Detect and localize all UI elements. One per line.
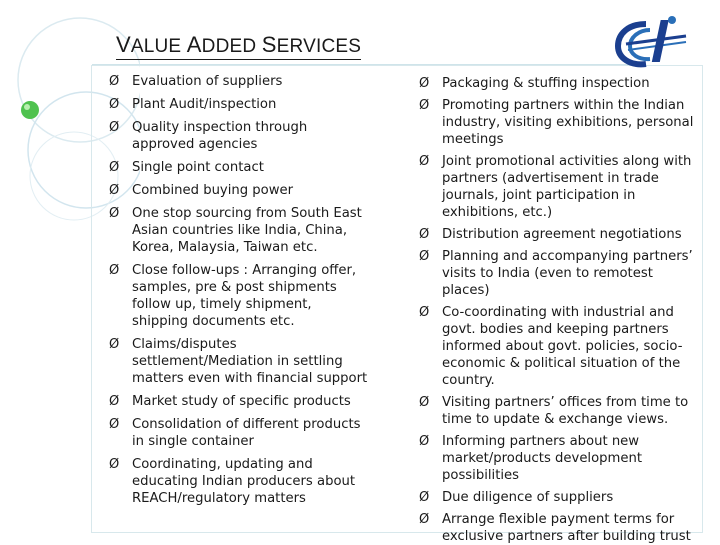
list-item-text: Combined buying power [132, 183, 294, 198]
list-item [109, 182, 371, 199]
list-item [109, 262, 371, 330]
arrow-bullet-icon: Ø [419, 249, 430, 264]
list-item-text: Co-coordinating with industrial and govt. bodies and keeping partners informed about govt. policies, socio-economic & political situation of the country. [442, 305, 683, 388]
list-item-text: One stop sourcing from South East Asian countries like India, China, Korea, Malaysia, Taiwan etc. [132, 206, 362, 255]
arrow-bullet-icon: Ø [109, 394, 120, 409]
arrow-bullet-icon: Ø [109, 206, 120, 221]
arrow-bullet-icon: Ø [109, 417, 120, 432]
list-item-text: Arrange flexible payment terms for exclusive partners after building trust [442, 512, 691, 544]
list-item [109, 393, 371, 410]
list-item [109, 205, 371, 256]
list-item-text: Quality inspection through approved agencies [132, 120, 308, 152]
list-item [419, 433, 701, 484]
arrow-bullet-icon: Ø [419, 227, 430, 242]
list-item-text: Planning and accompanying partners’ visits to India (even to remotest places) [442, 249, 693, 298]
list-item [109, 159, 371, 176]
green-ball-icon [21, 101, 39, 119]
list-item [109, 119, 371, 153]
list-item-text: Consolidation of different products in single container [132, 417, 361, 449]
list-item-text: Plant Audit/inspection [132, 97, 277, 112]
page-title: VALUE ADDED SERVICES [116, 32, 361, 60]
list-item [109, 96, 371, 113]
list-item [419, 75, 701, 92]
right-services-list [419, 75, 701, 545]
list-item [419, 153, 701, 221]
arrow-bullet-icon: Ø [109, 457, 120, 472]
company-logo-icon [606, 14, 690, 72]
arrow-bullet-icon: Ø [109, 97, 120, 112]
list-item-text: Informing partners about new market/products development possibilities [442, 434, 643, 483]
arrow-bullet-icon: Ø [419, 434, 430, 449]
arrow-bullet-icon: Ø [419, 512, 430, 527]
list-item-text: Joint promotional activities along with partners (advertisement in trade journals, joint participation in exhibitions, etc.) [442, 154, 692, 220]
list-item [109, 416, 371, 450]
list-item-text: Visiting partners’ offices from time to time to update & exchange views. [442, 395, 689, 427]
left-services-list [109, 73, 371, 507]
list-item [419, 226, 701, 243]
list-item [109, 336, 371, 387]
list-item-text: Packaging & stuffing inspection [442, 76, 650, 91]
arrow-bullet-icon: Ø [109, 160, 120, 175]
arrow-bullet-icon: Ø [419, 305, 430, 320]
arrow-bullet-icon: Ø [419, 395, 430, 410]
arrow-bullet-icon: Ø [419, 98, 430, 113]
list-item [109, 73, 371, 90]
list-item-text: Distribution agreement negotiations [442, 227, 682, 242]
arrow-bullet-icon: Ø [109, 183, 120, 198]
list-item-text: Coordinating, updating and educating Indian producers about REACH/regulatory matters [132, 457, 356, 506]
list-item [419, 394, 701, 428]
list-item [419, 248, 701, 299]
list-item-text: Promoting partners within the Indian industry, visiting exhibitions, personal meetings [442, 98, 694, 147]
arrow-bullet-icon: Ø [109, 120, 120, 135]
arrow-bullet-icon: Ø [109, 74, 120, 89]
arrow-bullet-icon: Ø [419, 490, 430, 505]
list-item-text: Due diligence of suppliers [442, 490, 614, 505]
arrow-bullet-icon: Ø [419, 76, 430, 91]
list-item [419, 489, 701, 506]
arrow-bullet-icon: Ø [109, 337, 120, 352]
list-item-text: Close follow-ups : Arranging offer, samples, pre & post shipments follow up, timely shipment, shipping documents etc. [132, 263, 357, 329]
list-item-text: Claims/disputes settlement/Mediation in settling matters even with financial support [132, 337, 368, 386]
list-item-text: Single point contact [132, 160, 264, 175]
arrow-bullet-icon: Ø [109, 263, 120, 278]
list-item [419, 97, 701, 148]
arrow-bullet-icon: Ø [419, 154, 430, 169]
list-item-text: Evaluation of suppliers [132, 74, 283, 89]
list-item [109, 456, 371, 507]
list-item-text: Market study of specific products [132, 394, 351, 409]
list-item [419, 304, 701, 389]
